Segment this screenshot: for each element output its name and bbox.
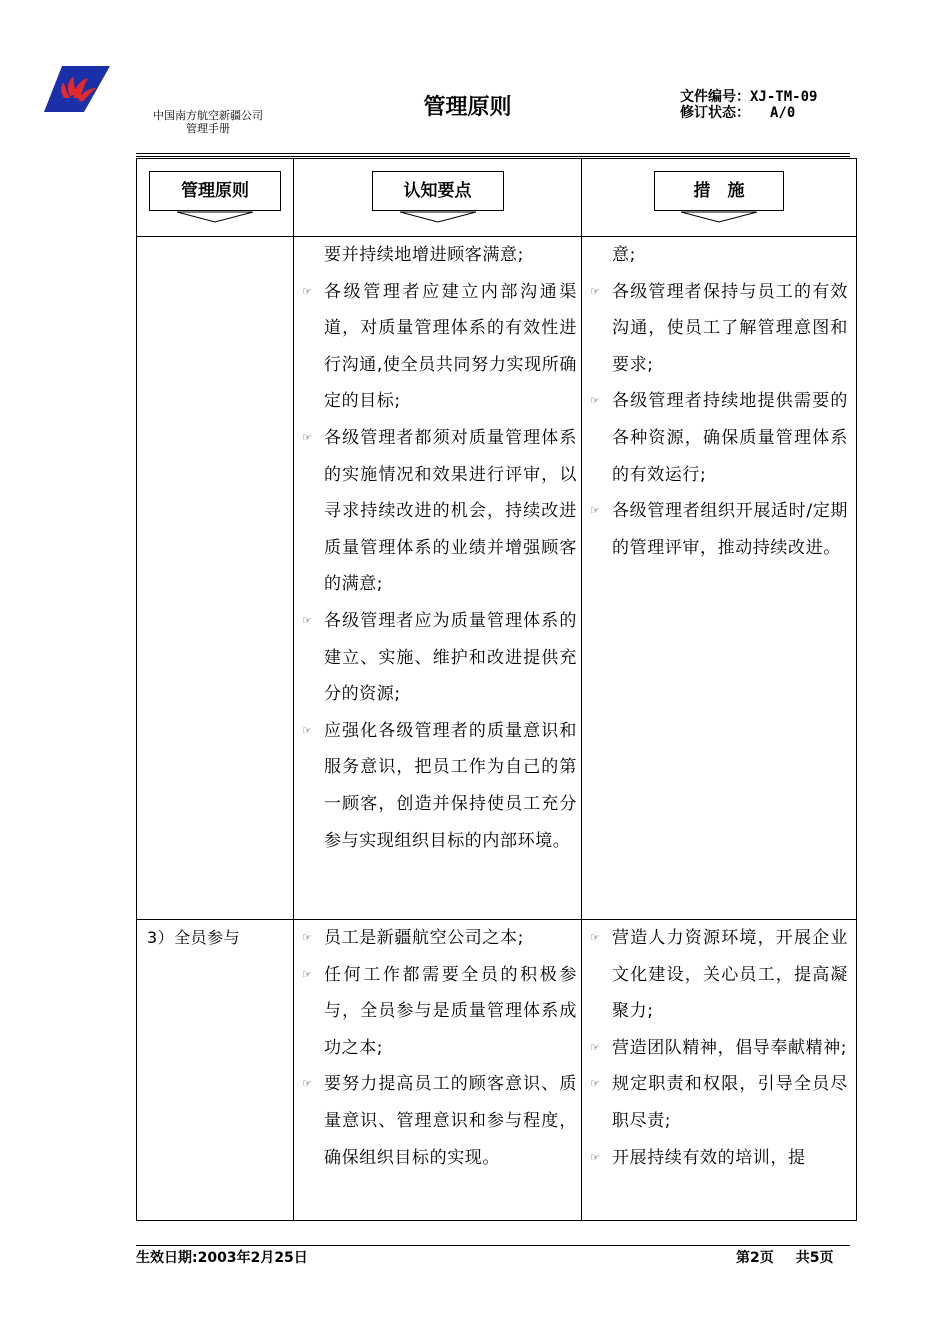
footer-divider: [136, 1245, 850, 1246]
pointing-hand-icon: ☞: [590, 931, 601, 944]
header-cell-points: [294, 159, 582, 237]
company-name-block: [128, 109, 288, 135]
pointing-hand-icon: ☞: [590, 284, 601, 298]
measures-cell: [582, 237, 857, 920]
principles-table: [136, 158, 857, 1221]
header-divider-second: [136, 156, 850, 157]
principle-cell: [137, 920, 294, 1221]
page-total: 共5页: [795, 1250, 834, 1266]
list-item: ☞ 各级管理者组织开展适时/定期的管理评审，推动持续改进。: [590, 493, 848, 566]
principle-cell: [137, 237, 294, 920]
list-item: ☞ 各级管理者应为质量管理体系的建立、实施、维护和改进提供充分的资源;: [302, 603, 577, 713]
table-header-row: [137, 159, 857, 237]
header-cell-principle: [137, 159, 294, 237]
points-continuation: 要并持续地增进顾客满意;: [324, 245, 524, 265]
page-counter: [736, 1247, 834, 1267]
pointing-hand-icon: ☞: [302, 931, 313, 944]
pointing-hand-icon: ☞: [302, 967, 313, 981]
pointing-hand-icon: ☞: [302, 723, 313, 737]
down-arrow-icon: [679, 211, 759, 223]
list-item: ☞ 员工是新疆航空公司之本;: [302, 920, 577, 957]
list-item: ☞ 各级管理者保持与员工的有效沟通，使员工了解管理意图和要求;: [590, 274, 848, 384]
list-item: ☞ 应强化各级管理者的质量意识和服务意识，把员工作为自己的第一顾客，创造并保持使员工充分参与实现组织目标的内部环境。: [302, 713, 577, 859]
list-item: ☞ 开展持续有效的培训，提: [590, 1140, 848, 1177]
list-item: ☞ 营造团队精神，倡导奉献精神;: [590, 1030, 848, 1067]
pointing-hand-icon: ☞: [302, 1077, 313, 1091]
principle-text: 3）全员参与: [147, 928, 241, 947]
pointing-hand-icon: ☞: [590, 1040, 601, 1054]
company-logo: [44, 66, 110, 112]
pointing-hand-icon: ☞: [590, 1150, 601, 1164]
manual-name: 管理手册: [186, 122, 230, 135]
table-row: [137, 920, 857, 1221]
list-item: ☞ 各级管理者都须对质量管理体系的实施情况和效果进行评审，以寻求持续改进的机会，持续改进质量管理体系的业绩并增强顾客的满意;: [302, 420, 577, 603]
list-item: ☞ 任何工作都需要全员的积极参与，全员参与是质量管理体系成功之本;: [302, 957, 577, 1067]
revision-label: 修订状态：: [680, 105, 750, 121]
pointing-hand-icon: ☞: [590, 504, 601, 518]
measures-continuation: 意;: [612, 245, 636, 265]
list-item: ☞ 要努力提高员工的顾客意识、质量意识、管理意识和参与程度，确保组织目标的实现。: [302, 1066, 577, 1176]
list-item: ☞ 各级管理者应建立内部沟通渠道，对质量管理体系的有效性进行沟通,使全员共同努力实现所确定的目标;: [302, 274, 577, 420]
page-number: 第2页: [736, 1250, 774, 1266]
table-row: [137, 237, 857, 920]
header-label-principle: 管理原则: [149, 171, 281, 211]
header-label-points: 认知要点: [372, 171, 504, 211]
pointing-hand-icon: ☞: [302, 430, 313, 444]
effective-date-label: 生效日期:: [136, 1250, 198, 1266]
down-arrow-icon: [398, 211, 478, 223]
doc-number: XJ-TM-09: [750, 89, 818, 105]
pointing-hand-icon: ☞: [590, 1077, 601, 1091]
page-title: 管理原则: [423, 95, 512, 120]
header-cell-measures: [582, 159, 857, 237]
header-label-measures: 措 施: [654, 171, 784, 211]
company-name: 中国南方航空新疆公司: [153, 109, 263, 122]
doc-number-label: 文件编号：: [680, 89, 750, 105]
points-cell: [294, 920, 582, 1221]
effective-date-value: 2003年2月25日: [197, 1250, 308, 1266]
list-item: ☞ 各级管理者持续地提供需要的各种资源，确保质量管理体系的有效运行;: [590, 383, 848, 493]
header-divider: [136, 153, 850, 154]
list-item: ☞ 规定职责和权限，引导全员尽职尽责;: [590, 1066, 848, 1139]
pointing-hand-icon: ☞: [302, 613, 313, 627]
doc-meta: [680, 89, 817, 121]
effective-date: [136, 1247, 308, 1267]
pointing-hand-icon: ☞: [302, 284, 313, 298]
list-item: ☞ 营造人力资源环境，开展企业文化建设，关心员工，提高凝聚力;: [590, 920, 848, 1030]
points-cell: [294, 237, 582, 920]
down-arrow-icon: [175, 211, 255, 223]
pointing-hand-icon: ☞: [590, 394, 601, 408]
revision-value: A/0: [770, 105, 796, 121]
measures-cell: [582, 920, 857, 1221]
